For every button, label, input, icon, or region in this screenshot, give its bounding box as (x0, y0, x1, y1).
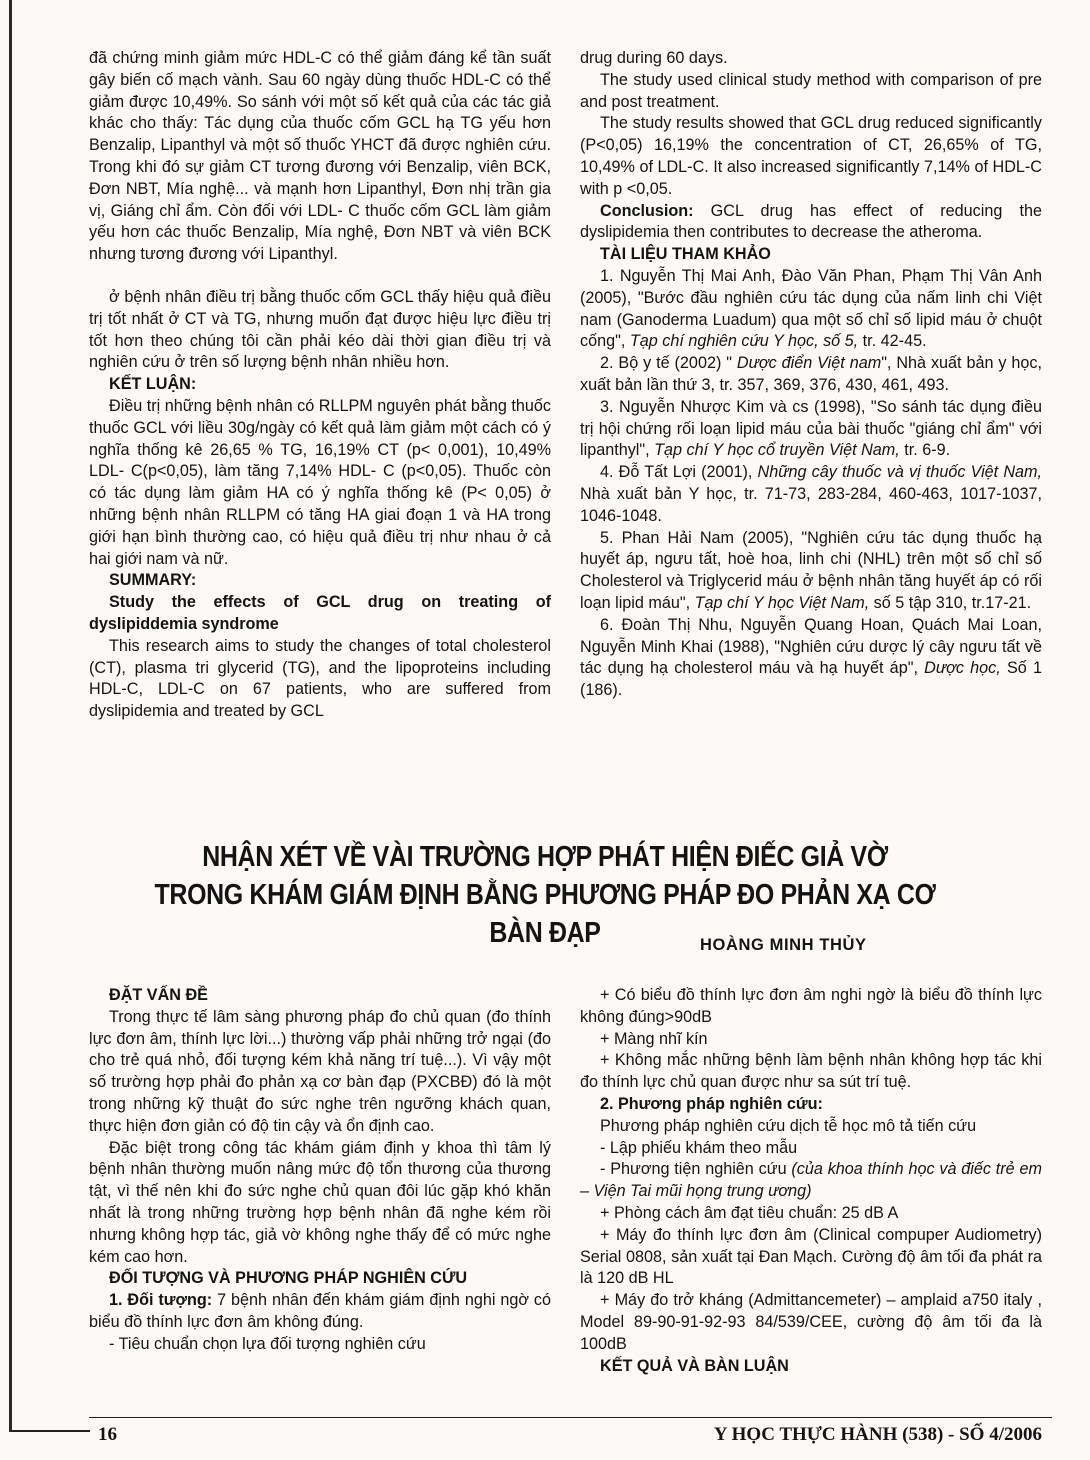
paragraph: The study results showed that GCL drug reduced significantly (P<0,05) 16,19% the concentration of CT, 26,65% of TG, 10,49% of LDL-C. It also increased significantly 7,14% of HDL-C with p <0,05. (580, 114, 1042, 198)
paragraph: The study used clinical study method with comparison of pre and post treatment. (580, 70, 1042, 111)
page-edge (9, 0, 12, 1432)
paragraph: + Phòng cách âm đạt tiêu chuẩn: 25 dB A (600, 1203, 899, 1222)
paragraph: - Lập phiếu khám theo mẫu (600, 1138, 798, 1157)
conclusion-text: GCL drug has effect of reducing the dyslipidemia then contributes to decrease the atheroma. (580, 201, 1042, 242)
column-bottom-right (580, 985, 1042, 1377)
paragraph: đã chứng minh giảm mức HDL-C có thể giảm đáng kể tần suất gây biến cố mạch vành. Sau 60 ngày dùng thuốc HDL-C có thể giảm được 10,49%. So sánh với một số kết quả của các tác giả khác cho thấy: Tác dụng của thuốc cốm GCL hạ TG yếu hơn Benzalip, Lipanthyl và một số thuốc YHCT đã được nghiên cứu. Trong khi đó sự giảm CT tương đương với Benzalip, viên BCK, Đơn NBT, Mía nghệ... và mạnh hơn Lipanthyl, Đơn nhị trần gia vị, Giáng chỉ ẩm. Còn đối với LDL- C thuốc cốm GCL làm giảm yếu hơn các thuốc Benzalip, Mía nghệ, Đơn NBT và viên BCK nhưng tương đương với Lipanthyl. (89, 49, 551, 264)
reference-item: 6. Đoàn Thị Nhu, Nguyễn Quang Hoan, Quách Mai Loan, Nguyễn Minh Khai (1988), "Nghiên cứu dược lý cây ngưu tất về tác dụng hạ cholesterol máu và hạ huyết áp", Dược học, Số 1 (186). (580, 615, 1042, 700)
paragraph: This research aims to study the changes of total cholesterol (CT), plasma tri glycerid (TG), and the lipoproteins including HDL-C, LDL-C on 67 patients, who are suffered from dyslipidemia and treated by GCL (89, 636, 551, 721)
subjects-label: 1. Đối tượng: (109, 1291, 213, 1310)
subjects-text: 7 bệnh nhân đến khám giám định nghi ngờ có biểu đồ thính lực đơn âm không đúng. (89, 1291, 551, 1331)
paragraph-conclusion (580, 201, 1042, 245)
criteria-item: + Không mắc những bệnh làm bệnh nhân không hợp tác khi đo thính lực chủ quan được như sa sút trí tuệ. (580, 1051, 1042, 1092)
paragraph: - Phương tiện nghiên cứu (của khoa thính học và điếc trẻ em – Viện Tai mũi họng trung ương) (580, 1160, 1042, 1201)
reference-item: 5. Phan Hải Nam (2005), "Nghiên cứu tác dụng thuốc hạ huyết áp, ngưu tất, hoè hoa, linh chi (NHL) trên một số chỉ số Cholesterol và Triglycerid máu ở bệnh nhân tăng huyết áp có rối loạn lipid máu", Tạp chí Y học Việt Nam, số 5 tập 310, tr.17-21. (580, 528, 1042, 612)
paragraph: Phương pháp nghiên cứu dịch tễ học mô tả tiến cứu (600, 1116, 977, 1135)
reference-item: 1. Nguyễn Thị Mai Anh, Đào Văn Phan, Phạm Thị Vân Anh (2005), "Bước đầu nghiên cứu tác dụng của nấm linh chi Việt nam (Ganoderma Luadum) qua một số chỉ số lipid máu ở chuột cống", Tạp chí nghiên cứu Y học, số 5, tr. 42-45. (580, 266, 1042, 351)
heading-method: 2. Phương pháp nghiên cứu: (600, 1094, 823, 1113)
column-top-left (89, 48, 551, 723)
reference-item: 4. Đỗ Tất Lợi (2001), Những cây thuốc và vị thuốc Việt Nam, Nhà xuất bản Y học, tr. 71-73, 283-284, 460-463, 1017-1037, 1046-1048. (580, 463, 1043, 525)
heading-references: TÀI LIỆU THAM KHẢO (600, 245, 771, 264)
paragraph: Điều trị những bệnh nhân có RLLPM nguyên phát bằng thuốc thuốc GCL với liều 30g/ngày có kết quả làm giảm một cách có ý nghĩa thống kê 26,65 % TG, 16,19% CT (p< 0,001), 10,49% LDL- C(p<0,05), làm tăng 7,14% HDL- C (p<0,05). Thuốc còn có tác dụng làm giảm HA có ý nghĩa thống kê (P< 0,05) ở những bệnh nhân RLLPM có tăng HA giai đoạn 1 và HA trong giới hạn bình thường cao, có hiệu quả điều trị như nhau ở cả hai giới nam và nữ. (89, 396, 551, 568)
paragraph-subjects (89, 1290, 551, 1334)
paragraph: ở bệnh nhân điều trị bằng thuốc cốm GCL thấy hiệu quả điều trị tốt nhất ở CT và TG, nhưng muốn đạt được hiệu lực điều trị tốt hơn theo chúng tôi cần phải kéo dài thời gian điều trị và nghiên cứu ở trên số lượng bệnh nhân nhiều hơn. (89, 287, 551, 372)
paragraph: - Tiêu chuẩn chọn lựa đối tượng nghiên cứu (109, 1334, 426, 1353)
footer-rule (89, 1417, 1052, 1418)
paragraph: Đặc biệt trong công tác khám giám định y khoa thì tâm lý bệnh nhân thường muốn nâng mức độ tổn thương của thương tật, vì thế nên khi đo sức nghe chủ quan đôi lúc gặp khó khăn nhất là trong những trường hợp bệnh nhân đã nghe kém rồi nhưng không hợp tác, giả vờ không nghe thấy để có mức nghe kém cao hơn. (89, 1138, 551, 1266)
heading-summary: SUMMARY: (109, 571, 197, 590)
reference-item: 2. Bộ y tế (2002) " Dược điển Việt nam", Nhà xuất bản y học, xuất bản lần thứ 3, tr. 357, 369, 376, 430, 461, 493. (580, 354, 1042, 394)
paragraph: Trong thực tế lâm sàng phương pháp đo chủ quan (đo thính lực đơn âm, thính lực lời...) thường vấp phải những trở ngại (đo cho trẻ quá nhỏ, đối tượng kém khả năng trí tuệ...). Vì vậy một số trường hợp phải đo phản xạ cơ bàn đạp (PXCBĐ) đó là một trong những kỹ thuật đo sức nghe trên ngưỡng khách quan, thực hiện đơn giản có độ tin cậy và ổn định cao. (89, 1007, 551, 1135)
conclusion-label: Conclusion: (600, 201, 694, 220)
heading-results: KẾT QUẢ VÀ BÀN LUẬN (600, 1356, 789, 1375)
article-title (128, 838, 962, 952)
criteria-item: + Có biểu đồ thính lực đơn âm nghi ngờ là biểu đồ thính lực không đúng>90dB (580, 986, 1042, 1026)
journal-name: Y HỌC THỰC HÀNH (538) - SỐ 4/2006 (713, 1424, 1042, 1445)
paragraph: + Máy đo thính lực đơn âm (Clinical compuper Audiometry) Serial 0808, sản xuất tại Đan Mạch. Cường độ âm tối đa phát ra là 120 dB HL (580, 1225, 1042, 1288)
summary-title: Study the effects of GCL drug on treating of dyslipiddemia syndrome (89, 593, 551, 633)
criteria-item: + Màng nhĩ kín (600, 1029, 708, 1048)
article-title-line: NHẬN XÉT VỀ VÀI TRƯỜNG HỢP PHÁT HIỆN ĐIẾC GIẢ VỜ (202, 841, 888, 873)
paragraph: + Máy đo trở kháng (Admittancemeter) – amplaid a750 italy , Model 89-90-91-92-93 84/539/CEE, cường độ âm tối đa là 100dB (580, 1291, 1042, 1353)
heading-conclusion: KẾT LUẬN: (109, 375, 197, 394)
footer-rule-left (12, 1430, 90, 1432)
article-author: HOÀNG MINH THỦY (700, 936, 867, 954)
heading-methods: ĐỐI TƯỢNG VÀ PHƯƠNG PHÁP NGHIÊN CỨU (109, 1269, 468, 1288)
column-top-right (580, 48, 1042, 702)
reference-item: 3. Nguyễn Nhược Kim và cs (1998), "So sánh tác dụng điều trị hội chứng rối loạn lipid máu của bài thuốc "giáng chỉ ẩm" với lipanthyl", Tạp chí Y học cổ truyền Việt Nam, tr. 6-9. (580, 397, 1042, 460)
paragraph: drug during 60 days. (580, 49, 728, 67)
page-number: 16 (98, 1424, 117, 1445)
column-bottom-left (89, 985, 551, 1356)
heading-introduction: ĐẶT VẤN ĐỀ (109, 986, 208, 1004)
article-title-line: TRONG KHÁM GIÁM ĐỊNH BẰNG PHƯƠNG PHÁP ĐO PHẢN XẠ CƠ BÀN ĐẠP (154, 879, 936, 949)
